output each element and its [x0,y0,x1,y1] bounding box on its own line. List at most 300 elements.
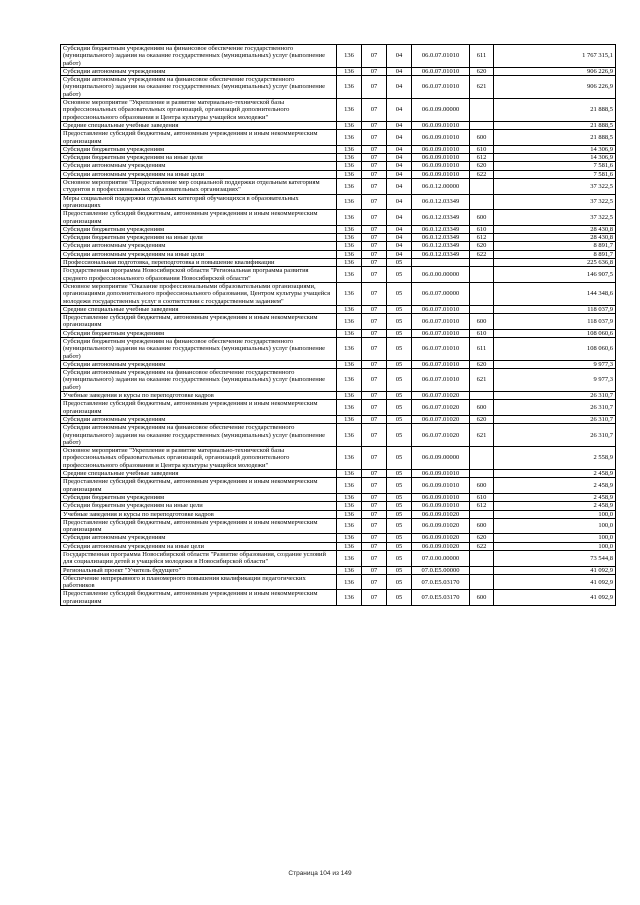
cell-department-code: 136 [337,145,362,153]
table-row [61,259,616,267]
cell-name: Средние специальные учебные заведения [61,305,337,313]
cell-amount: 7 581,6 [494,162,616,170]
cell-department-code: 136 [337,392,362,400]
cell-target-item-code: 06.0.09.01010 [412,145,470,153]
cell-amount: 8 891,7 [494,242,616,250]
cell-section-code: 07 [362,518,387,534]
cell-target-item-code: 06.0.12.03349 [412,194,470,210]
cell-name: Субсидии автономным учреждениям [61,162,337,170]
cell-amount: 225 636,8 [494,259,616,267]
cell-expense-type-code: 610 [470,329,494,337]
cell-name: Субсидии автономным учреждениям на финансовое обеспечение государственного (муниципального) задания на оказание государственных (муниципальных) услуг (выполнение работ) [61,424,337,447]
cell-subsection-code: 05 [387,478,412,494]
cell-section-code: 07 [362,574,387,590]
cell-department-code: 136 [337,99,362,122]
cell-expense-type-code: 622 [470,250,494,258]
table-row [61,360,616,368]
cell-name: Учебные заведения и курсы по переподготовке кадров [61,392,337,400]
cell-subsection-code: 05 [387,329,412,337]
cell-expense-type-code: 620 [470,67,494,75]
cell-section-code: 07 [362,415,387,423]
cell-section-code: 07 [362,502,387,510]
cell-amount: 1 767 315,1 [494,45,616,68]
cell-amount: 26 310,7 [494,392,616,400]
cell-expense-type-code: 612 [470,502,494,510]
table-row [61,329,616,337]
cell-amount: 906 226,9 [494,67,616,75]
cell-department-code: 136 [337,400,362,416]
cell-name: Субсидии автономным учреждениям на иные цели [61,542,337,550]
cell-name: Субсидии бюджетным учреждениям на иные цели [61,154,337,162]
cell-target-item-code: 06.0.09.01010 [412,121,470,129]
cell-subsection-code: 05 [387,470,412,478]
cell-name: Предоставление субсидий бюджетным, автономным учреждениям и иным некоммерческим организациям [61,518,337,534]
cell-amount: 41 092,9 [494,566,616,574]
cell-section-code: 07 [362,360,387,368]
table-row [61,415,616,423]
cell-department-code: 136 [337,478,362,494]
cell-name: Субсидии бюджетным учреждениям на финансовое обеспечение государственного (муниципального) задания на оказание государственных (муниципальных) услуг (выполнение работ) [61,45,337,68]
cell-expense-type-code: 610 [470,225,494,233]
cell-subsection-code: 04 [387,194,412,210]
cell-target-item-code: 06.0.07.01010 [412,76,470,99]
budget-table-body [61,45,616,606]
cell-amount: 2 458,9 [494,502,616,510]
cell-expense-type-code: 612 [470,234,494,242]
page-number: Страница 104 из 149 [288,870,352,877]
cell-amount: 146 907,5 [494,267,616,283]
cell-expense-type-code [470,510,494,518]
cell-amount: 2 458,9 [494,478,616,494]
table-row [61,162,616,170]
table-row [61,566,616,574]
cell-expense-type-code [470,282,494,305]
table-row [61,574,616,590]
cell-expense-type-code: 611 [470,45,494,68]
cell-expense-type-code [470,574,494,590]
cell-amount: 28 430,8 [494,225,616,233]
cell-department-code: 136 [337,360,362,368]
cell-amount: 26 310,7 [494,400,616,416]
table-row [61,470,616,478]
cell-amount: 9 977,3 [494,360,616,368]
cell-section-code: 07 [362,250,387,258]
cell-subsection-code: 04 [387,179,412,195]
cell-target-item-code: 06.0.09.01010 [412,170,470,178]
cell-section-code: 07 [362,225,387,233]
cell-name: Предоставление субсидий бюджетным, автономным учреждениям и иным некоммерческим организациям [61,590,337,606]
cell-subsection-code: 05 [387,493,412,501]
cell-name: Субсидии автономным учреждениям на иные цели [61,250,337,258]
cell-expense-type-code: 620 [470,360,494,368]
cell-expense-type-code: 600 [470,314,494,330]
cell-department-code: 136 [337,210,362,226]
cell-subsection-code: 05 [387,551,412,567]
cell-name: Основное мероприятие "Укрепление и развитие материально-технической базы профессиональных образовательных организаций, организаций дополнительного профессионального образования и Центра культуры учащейся молодежи" [61,447,337,470]
cell-name: Региональный проект "Учитель будущего" [61,566,337,574]
cell-department-code: 136 [337,590,362,606]
cell-department-code: 136 [337,329,362,337]
cell-name: Субсидии автономным учреждениям [61,534,337,542]
cell-section-code: 07 [362,179,387,195]
cell-department-code: 136 [337,510,362,518]
cell-expense-type-code [470,99,494,122]
cell-expense-type-code [470,194,494,210]
table-row [61,534,616,542]
cell-department-code: 136 [337,67,362,75]
cell-target-item-code [412,259,470,267]
cell-name: Средние специальные учебные заведения [61,121,337,129]
cell-name: Меры социальной поддержки отдельных категорий обучающихся в образовательных организациях [61,194,337,210]
cell-section-code: 07 [362,369,387,392]
cell-subsection-code: 05 [387,590,412,606]
cell-section-code: 07 [362,242,387,250]
cell-section-code: 07 [362,478,387,494]
cell-target-item-code: 06.0.07.01020 [412,400,470,416]
cell-target-item-code: 06.0.09.01020 [412,510,470,518]
cell-department-code: 136 [337,566,362,574]
cell-expense-type-code [470,305,494,313]
cell-expense-type-code [470,392,494,400]
cell-section-code: 07 [362,493,387,501]
table-row [61,210,616,226]
cell-name: Субсидии автономным учреждениям на финансовое обеспечение государственного (муниципального) задания на оказание государственных (муниципальных) услуг (выполнение работ) [61,76,337,99]
table-row [61,267,616,283]
cell-subsection-code: 05 [387,534,412,542]
table-row [61,170,616,178]
cell-department-code: 136 [337,282,362,305]
cell-subsection-code: 04 [387,170,412,178]
cell-subsection-code: 04 [387,76,412,99]
cell-target-item-code: 06.0.07.00000 [412,282,470,305]
cell-subsection-code: 05 [387,510,412,518]
cell-amount: 118 037,9 [494,314,616,330]
cell-department-code: 136 [337,162,362,170]
cell-name: Основное мероприятие "Предоставление мер социальной поддержки отдельным категориям студентов в профессиональных образовательных организациях" [61,179,337,195]
table-row [61,282,616,305]
table-row [61,493,616,501]
cell-section-code: 07 [362,424,387,447]
cell-department-code: 136 [337,250,362,258]
cell-name: Субсидии бюджетным учреждениям [61,145,337,153]
cell-department-code: 136 [337,493,362,501]
cell-target-item-code: 06.0.07.01010 [412,67,470,75]
cell-name: Субсидии автономным учреждениям [61,415,337,423]
cell-subsection-code: 04 [387,121,412,129]
cell-amount: 100,0 [494,510,616,518]
cell-amount: 26 310,7 [494,415,616,423]
cell-department-code: 136 [337,130,362,146]
cell-amount: 21 888,5 [494,99,616,122]
cell-department-code: 136 [337,534,362,542]
table-row [61,234,616,242]
cell-amount: 21 888,5 [494,121,616,129]
cell-subsection-code: 05 [387,369,412,392]
cell-section-code: 07 [362,170,387,178]
table-row [61,510,616,518]
cell-expense-type-code [470,121,494,129]
cell-name: Предоставление субсидий бюджетным, автономным учреждениям и иным некоммерческим организациям [61,314,337,330]
cell-section-code: 07 [362,566,387,574]
cell-target-item-code: 06.0.07.01010 [412,360,470,368]
cell-target-item-code: 06.0.12.03349 [412,234,470,242]
cell-expense-type-code: 611 [470,337,494,360]
cell-section-code: 07 [362,234,387,242]
cell-subsection-code: 04 [387,234,412,242]
cell-department-code: 136 [337,337,362,360]
cell-name: Государственная программа Новосибирской области "Развитие образования, создание условий для социализации детей и учащейся молодежи в Новосибирской области" [61,551,337,567]
cell-expense-type-code [470,551,494,567]
cell-subsection-code: 05 [387,574,412,590]
cell-target-item-code: 06.0.12.03349 [412,225,470,233]
cell-department-code: 136 [337,242,362,250]
cell-name: Субсидии автономным учреждениям [61,360,337,368]
cell-target-item-code: 06.0.09.01010 [412,478,470,494]
cell-expense-type-code: 620 [470,162,494,170]
cell-target-item-code: 07.0.00.00000 [412,551,470,567]
cell-section-code: 07 [362,337,387,360]
cell-subsection-code: 05 [387,282,412,305]
cell-target-item-code: 07.0.E5.00000 [412,566,470,574]
cell-section-code: 07 [362,534,387,542]
cell-section-code: 07 [362,76,387,99]
cell-section-code: 07 [362,282,387,305]
cell-subsection-code: 05 [387,314,412,330]
cell-section-code: 07 [362,259,387,267]
cell-target-item-code: 06.0.12.03349 [412,210,470,226]
cell-section-code: 07 [362,590,387,606]
cell-subsection-code: 04 [387,67,412,75]
cell-expense-type-code [470,267,494,283]
cell-target-item-code: 06.0.09.00000 [412,447,470,470]
table-row [61,369,616,392]
cell-name: Субсидии бюджетным учреждениям на иные цели [61,234,337,242]
cell-amount: 100,0 [494,542,616,550]
cell-subsection-code: 04 [387,154,412,162]
cell-department-code: 136 [337,234,362,242]
cell-amount: 21 888,5 [494,130,616,146]
cell-section-code: 07 [362,67,387,75]
cell-target-item-code: 06.0.12.00000 [412,179,470,195]
cell-name: Субсидии автономным учреждениям [61,242,337,250]
budget-table [60,44,616,606]
cell-department-code: 136 [337,45,362,68]
cell-department-code: 136 [337,542,362,550]
cell-section-code: 07 [362,210,387,226]
cell-department-code: 136 [337,447,362,470]
table-row [61,590,616,606]
cell-amount: 2 558,9 [494,447,616,470]
cell-subsection-code: 04 [387,99,412,122]
cell-name: Субсидии бюджетным учреждениям [61,225,337,233]
cell-amount: 2 458,9 [494,493,616,501]
cell-expense-type-code: 610 [470,145,494,153]
cell-amount: 37 322,5 [494,194,616,210]
cell-subsection-code: 04 [387,242,412,250]
cell-expense-type-code: 621 [470,369,494,392]
cell-name: Предоставление субсидий бюджетным, автономным учреждениям и иным некоммерческим организациям [61,210,337,226]
table-row [61,337,616,360]
cell-amount: 14 306,9 [494,154,616,162]
cell-target-item-code: 06.0.09.01020 [412,542,470,550]
cell-department-code: 136 [337,574,362,590]
cell-department-code: 136 [337,170,362,178]
table-row [61,121,616,129]
cell-department-code: 136 [337,76,362,99]
cell-subsection-code: 05 [387,566,412,574]
cell-name: Субсидии автономным учреждениям на иные цели [61,170,337,178]
cell-amount: 100,0 [494,534,616,542]
cell-department-code: 136 [337,518,362,534]
cell-subsection-code: 04 [387,45,412,68]
cell-expense-type-code: 612 [470,154,494,162]
cell-subsection-code: 04 [387,145,412,153]
cell-department-code: 136 [337,267,362,283]
table-row [61,551,616,567]
cell-amount: 7 581,6 [494,170,616,178]
cell-target-item-code: 06.0.09.01010 [412,502,470,510]
cell-expense-type-code: 620 [470,242,494,250]
cell-subsection-code: 05 [387,542,412,550]
cell-amount: 144 348,6 [494,282,616,305]
cell-name: Основное мероприятие "Оказание профессиональными образовательными организациями, организациями дополнительного профессионального образования, Центром культуры учащейся молодежи государственных услуг в соответствии с государственным заданием" [61,282,337,305]
cell-expense-type-code [470,179,494,195]
table-row [61,67,616,75]
cell-amount: 37 322,5 [494,210,616,226]
cell-subsection-code: 05 [387,424,412,447]
cell-name: Учебные заведения и курсы по переподготовке кадров [61,510,337,518]
cell-department-code: 136 [337,314,362,330]
cell-target-item-code: 06.0.07.01010 [412,45,470,68]
cell-section-code: 07 [362,130,387,146]
table-row [61,314,616,330]
cell-expense-type-code: 621 [470,424,494,447]
cell-department-code: 136 [337,179,362,195]
cell-amount: 2 458,9 [494,470,616,478]
cell-expense-type-code: 620 [470,534,494,542]
cell-department-code: 136 [337,305,362,313]
cell-target-item-code: 06.0.07.01010 [412,329,470,337]
cell-amount: 73 544,8 [494,551,616,567]
cell-expense-type-code [470,470,494,478]
cell-expense-type-code: 622 [470,542,494,550]
cell-name: Профессиональная подготовка, переподготовка и повышение квалификации [61,259,337,267]
cell-target-item-code: 06.0.12.03349 [412,250,470,258]
cell-name: Предоставление субсидий бюджетным, автономным учреждениям и иным некоммерческим организациям [61,400,337,416]
cell-section-code: 07 [362,45,387,68]
cell-subsection-code: 05 [387,259,412,267]
cell-department-code: 136 [337,470,362,478]
cell-section-code: 07 [362,121,387,129]
cell-department-code: 136 [337,194,362,210]
cell-amount: 37 322,5 [494,179,616,195]
cell-name: Субсидии автономным учреждениям на финансовое обеспечение государственного (муниципального) задания на оказание государственных (муниципальных) услуг (выполнение работ) [61,369,337,392]
cell-section-code: 07 [362,162,387,170]
table-row [61,130,616,146]
cell-expense-type-code: 622 [470,170,494,178]
cell-expense-type-code: 610 [470,493,494,501]
cell-amount: 906 226,9 [494,76,616,99]
cell-target-item-code: 06.0.09.01010 [412,130,470,146]
cell-amount: 28 430,8 [494,234,616,242]
cell-section-code: 07 [362,392,387,400]
cell-department-code: 136 [337,225,362,233]
table-row [61,447,616,470]
cell-target-item-code: 06.0.09.01020 [412,518,470,534]
cell-subsection-code: 05 [387,502,412,510]
cell-section-code: 07 [362,542,387,550]
cell-subsection-code: 04 [387,162,412,170]
cell-target-item-code: 06.0.07.01010 [412,369,470,392]
cell-expense-type-code [470,566,494,574]
cell-section-code: 07 [362,194,387,210]
cell-department-code: 136 [337,502,362,510]
cell-amount: 100,0 [494,518,616,534]
table-row [61,478,616,494]
cell-target-item-code: 07.0.E5.03170 [412,574,470,590]
cell-amount: 9 977,3 [494,369,616,392]
cell-amount: 26 310,7 [494,424,616,447]
cell-name: Средние специальные учебные заведения [61,470,337,478]
table-row [61,76,616,99]
table-row [61,542,616,550]
table-row [61,502,616,510]
cell-section-code: 07 [362,99,387,122]
cell-subsection-code: 04 [387,210,412,226]
cell-subsection-code: 05 [387,392,412,400]
cell-expense-type-code [470,259,494,267]
cell-section-code: 07 [362,145,387,153]
cell-department-code: 136 [337,121,362,129]
cell-subsection-code: 05 [387,447,412,470]
table-row [61,424,616,447]
cell-amount: 41 092,9 [494,574,616,590]
cell-target-item-code: 06.0.00.00000 [412,267,470,283]
cell-expense-type-code: 600 [470,478,494,494]
cell-section-code: 07 [362,329,387,337]
cell-name: Обеспечение непрерывного и планомерного повышения квалификации педагогических работников [61,574,337,590]
cell-target-item-code: 06.0.07.01020 [412,424,470,447]
cell-name: Субсидии бюджетным учреждениям [61,329,337,337]
cell-target-item-code: 06.0.09.00000 [412,99,470,122]
cell-target-item-code: 06.0.07.01020 [412,415,470,423]
cell-amount: 108 060,6 [494,329,616,337]
cell-target-item-code: 06.0.09.01020 [412,534,470,542]
cell-department-code: 136 [337,424,362,447]
cell-target-item-code: 06.0.12.03349 [412,242,470,250]
cell-amount: 108 060,6 [494,337,616,360]
cell-target-item-code: 06.0.07.01010 [412,337,470,360]
table-row [61,225,616,233]
cell-amount: 41 092,9 [494,590,616,606]
cell-expense-type-code [470,447,494,470]
table-row [61,145,616,153]
cell-target-item-code: 06.0.09.01010 [412,154,470,162]
cell-section-code: 07 [362,510,387,518]
cell-name: Предоставление субсидий бюджетным, автономным учреждениям и иным некоммерческим организациям [61,478,337,494]
cell-section-code: 07 [362,154,387,162]
table-row [61,99,616,122]
cell-subsection-code: 04 [387,250,412,258]
cell-subsection-code: 04 [387,130,412,146]
cell-section-code: 07 [362,470,387,478]
cell-department-code: 136 [337,154,362,162]
cell-section-code: 07 [362,267,387,283]
cell-amount: 118 037,9 [494,305,616,313]
cell-expense-type-code: 600 [470,400,494,416]
table-row [61,400,616,416]
cell-name: Субсидии бюджетным учреждениям на финансовое обеспечение государственного (муниципального) задания на оказание государственных (муниципальных) услуг (выполнение работ) [61,337,337,360]
